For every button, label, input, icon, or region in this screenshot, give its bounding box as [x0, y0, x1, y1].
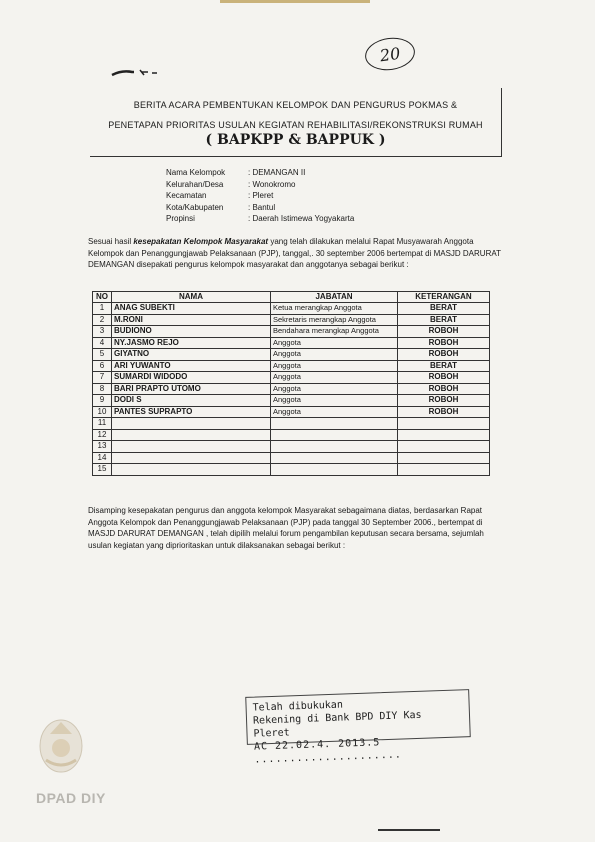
cell-jabatan: Anggota — [271, 349, 398, 361]
group-info — [166, 167, 354, 225]
stamp-line-1: Telah dibukukan — [252, 699, 344, 714]
cell-keterangan: ROBOH — [398, 406, 490, 418]
intro-suffix: yang telah dilakukan melalui Rapat Musyawarah Anggota Kelompok dan Penanggungjawab Pelaksanaan (PJP), tanggal,. 30 september 2006 bertempat di MASJD DARURAT DEMANGAN disepakati pengurus kelompok masyarakat dan anggotanya sebagai berikut : — [88, 237, 501, 269]
cell-keterangan: ROBOH — [398, 383, 490, 395]
cell-nama: NY.JASMO REJO — [112, 337, 271, 349]
cell-no: 2 — [93, 314, 112, 326]
cell-no: 3 — [93, 326, 112, 338]
cell-no: 7 — [93, 372, 112, 384]
cell-keterangan: BERAT — [398, 360, 490, 372]
bank-stamp — [245, 689, 471, 766]
title-line-1: BERITA ACARA PEMBENTUKAN KELOMPOK DAN PENGURUS POKMAS & — [133, 100, 458, 110]
table-row — [93, 395, 490, 407]
title-line-3: ( BAPKPP & BAPPUK ) — [205, 132, 386, 148]
cell-jabatan: Anggota — [271, 383, 398, 395]
cell-keterangan: ROBOH — [398, 326, 490, 338]
intro-emphasis: kesepakatan Kelompok Masyarakat — [133, 237, 269, 246]
cell-nama — [112, 452, 271, 464]
cell-no: 8 — [93, 383, 112, 395]
col-header-jabatan: JABATAN — [271, 292, 398, 303]
info-row — [166, 179, 354, 191]
cell-keterangan: ROBOH — [398, 372, 490, 384]
cell-jabatan: Sekretaris merangkap Anggota — [271, 314, 398, 326]
document-title-box — [90, 88, 502, 157]
cell-jabatan: Anggota — [271, 406, 398, 418]
cell-keterangan — [398, 418, 490, 430]
cell-keterangan — [398, 464, 490, 476]
cell-no: 10 — [93, 406, 112, 418]
col-header-nama: NAMA — [112, 292, 271, 303]
table-header-row — [93, 292, 490, 303]
cell-keterangan — [398, 441, 490, 453]
cell-keterangan: ROBOH — [398, 395, 490, 407]
cell-jabatan — [271, 452, 398, 464]
info-value: : Pleret — [248, 191, 274, 200]
info-row — [166, 190, 354, 202]
cell-nama: SUMARDI WIDODO — [112, 372, 271, 384]
info-row — [166, 213, 354, 225]
table-row — [93, 314, 490, 326]
info-value: : Daerah Istimewa Yogyakarta — [248, 214, 355, 223]
cell-no: 5 — [93, 349, 112, 361]
cell-keterangan — [398, 429, 490, 441]
info-label: Kecamatan — [166, 191, 207, 200]
table-row — [93, 452, 490, 464]
cell-jabatan: Anggota — [271, 360, 398, 372]
cell-keterangan: BERAT — [398, 303, 490, 315]
cell-nama — [112, 441, 271, 453]
cell-jabatan — [271, 429, 398, 441]
cell-jabatan: Anggota — [271, 337, 398, 349]
cell-nama: BUDIONO — [112, 326, 271, 338]
info-value: : DEMANGAN II — [248, 168, 306, 177]
cell-no: 14 — [93, 452, 112, 464]
table-row — [93, 418, 490, 430]
col-header-keterangan: KETERANGAN — [398, 292, 490, 303]
cell-no: 6 — [93, 360, 112, 372]
info-label: Propinsi — [166, 214, 195, 223]
table-row — [93, 372, 490, 384]
info-row — [166, 202, 354, 214]
cell-jabatan — [271, 464, 398, 476]
cell-no: 9 — [93, 395, 112, 407]
table-row — [93, 406, 490, 418]
cell-nama: GIYATNO — [112, 349, 271, 361]
cell-no: 11 — [93, 418, 112, 430]
cell-jabatan: Ketua merangkap Anggota — [271, 303, 398, 315]
table-row — [93, 464, 490, 476]
info-label: Kelurahan/Desa — [166, 179, 224, 189]
table-row — [93, 383, 490, 395]
cell-nama: M.RONI — [112, 314, 271, 326]
cell-no: 1 — [93, 303, 112, 315]
stamp-line-2: Rekening di Bank BPD DIY Kas Pleret — [252, 709, 422, 740]
cell-keterangan — [398, 452, 490, 464]
page-number: 20 — [363, 35, 417, 74]
cell-nama: BARI PRAPTO UTOMO — [112, 383, 271, 395]
table-row — [93, 337, 490, 349]
paper-edge-mark — [220, 0, 370, 3]
cell-jabatan: Bendahara merangkap Anggota — [271, 326, 398, 338]
cell-nama — [112, 464, 271, 476]
cell-jabatan — [271, 441, 398, 453]
info-value: : Bantul — [248, 202, 276, 212]
table-row — [93, 441, 490, 453]
handwritten-mark-icon — [110, 66, 160, 80]
cell-no: 12 — [93, 429, 112, 441]
cell-nama: DODI S — [112, 395, 271, 407]
cell-keterangan: BERAT — [398, 314, 490, 326]
table-row — [93, 349, 490, 361]
cell-nama — [112, 429, 271, 441]
intro-paragraph — [88, 236, 506, 271]
yogyakarta-seal-icon — [36, 712, 86, 776]
table-row — [93, 326, 490, 338]
cell-nama — [112, 418, 271, 430]
cell-no: 15 — [93, 464, 112, 476]
cell-jabatan — [271, 418, 398, 430]
bottom-rule — [378, 829, 440, 831]
col-header-no: NO — [93, 292, 112, 303]
cell-keterangan: ROBOH — [398, 349, 490, 361]
cell-jabatan: Anggota — [271, 395, 398, 407]
table-row — [93, 303, 490, 315]
priority-paragraph: Disamping kesepakatan pengurus dan anggota kelompok Masyarakat sebagaimana diatas, berdasarkan Rapat Anggota Kelompok dan Penanggungjawab Pelaksanaan (PJP) pada tanggal 30 September 2006., bertempat di MASJD DARURAT DEMANGAN , telah dipilih melalui forum pengambilan keputusan secara bersama, sejumlah usulan kegiatan yang diprioritaskan untuk dilaksanakan sebagai berikut : — [88, 506, 484, 550]
cell-no: 13 — [93, 441, 112, 453]
members-table — [92, 291, 490, 476]
info-value: : Wonokromo — [248, 179, 296, 189]
info-row — [166, 167, 354, 179]
archive-watermark: DPAD DIY — [36, 790, 106, 806]
cell-jabatan: Anggota — [271, 372, 398, 384]
intro-prefix: Sesuai hasil — [88, 237, 134, 246]
cell-nama: ARI YUWANTO — [112, 360, 271, 372]
info-label: Nama Kelompok — [166, 168, 226, 177]
cell-keterangan: ROBOH — [398, 337, 490, 349]
cell-nama: PANTES SUPRAPTO — [112, 406, 271, 418]
table-row — [93, 429, 490, 441]
title-line-2: PENETAPAN PRIORITAS USULAN KEGIATAN REHABILITASI/REKONSTRUKSI RUMAH — [108, 120, 483, 130]
info-label: Kota/Kabupaten — [166, 202, 224, 212]
stamp-line-3: AC 22.02.4. 2013.5 ..................... — [253, 737, 402, 766]
cell-no: 4 — [93, 337, 112, 349]
table-row — [93, 360, 490, 372]
cell-nama: ANAG SUBEKTI — [112, 303, 271, 315]
